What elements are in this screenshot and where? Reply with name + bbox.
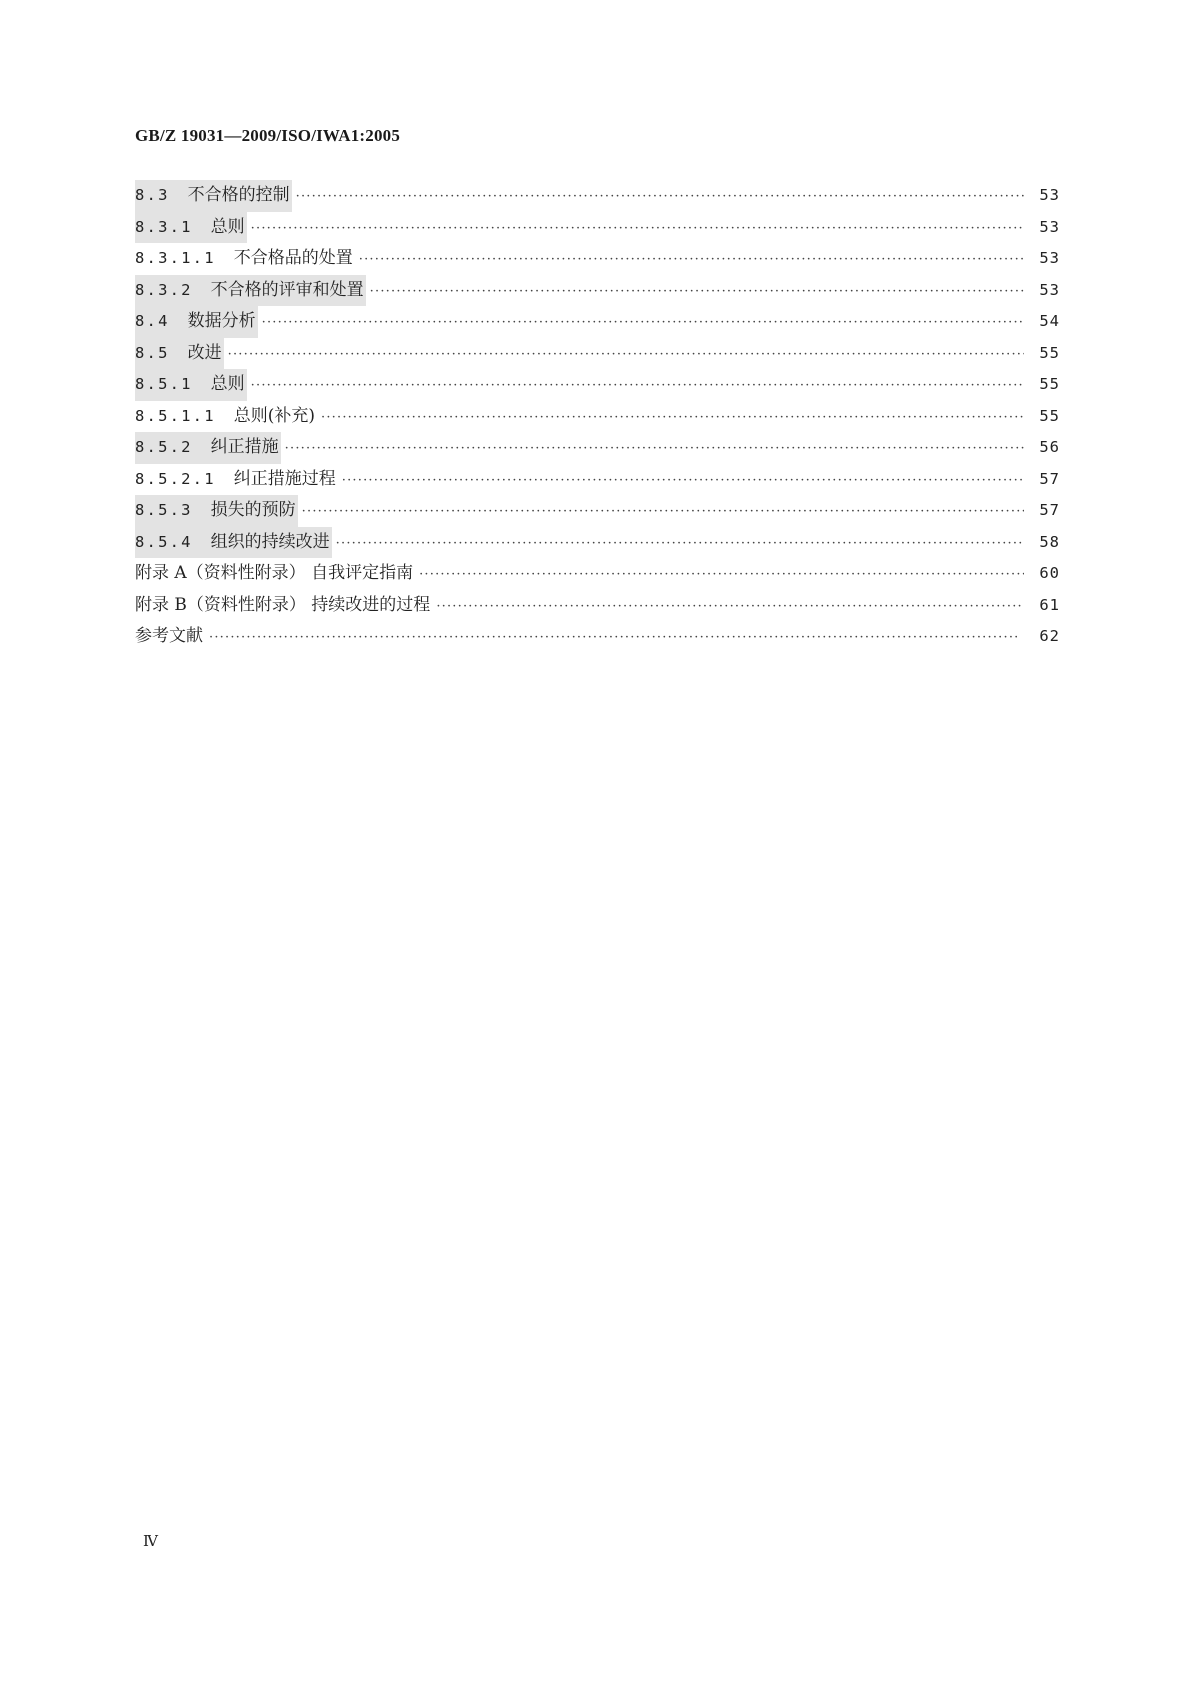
toc-entry[interactable] xyxy=(135,432,1060,464)
toc-dot-leader xyxy=(419,559,1024,591)
toc-dot-leader xyxy=(359,244,1024,276)
toc-entry-title xyxy=(135,464,338,496)
toc-entry-page: 58 xyxy=(1039,532,1060,551)
toc-dot-leader xyxy=(228,339,1024,371)
toc-entry-number: 8.5 xyxy=(135,343,170,362)
toc-entry-title xyxy=(135,243,355,275)
toc-entry-number: 8.5.2.1 xyxy=(135,469,216,488)
toc-entry-number: 8.5.2 xyxy=(135,438,193,456)
toc-entry-text: 不合格的评审和处置 xyxy=(210,279,364,300)
toc-entry[interactable] xyxy=(135,495,1060,527)
toc-entry-page: 54 xyxy=(1039,312,1060,330)
toc-entry-page: 62 xyxy=(1039,627,1060,645)
toc-dot-leader xyxy=(251,213,1024,245)
toc-entry[interactable] xyxy=(135,306,1060,338)
toc-entry-number: 8.5.4 xyxy=(135,532,193,551)
toc-entry-title xyxy=(135,275,366,307)
toc-entry-page: 53 xyxy=(1039,217,1060,236)
toc-entry-title xyxy=(135,180,292,212)
toc-entry[interactable] xyxy=(135,464,1060,496)
toc-dot-leader xyxy=(321,402,1024,434)
toc-dot-leader xyxy=(336,528,1024,560)
toc-entry-page: 57 xyxy=(1039,501,1060,519)
toc-entry-title xyxy=(135,621,205,653)
toc-entry-text: 不合格的控制 xyxy=(187,185,290,205)
toc-entry-page: 53 xyxy=(1039,249,1060,267)
toc-entry-page: 53 xyxy=(1039,186,1060,204)
toc-entry[interactable] xyxy=(135,212,1060,244)
toc-entry-text: 损失的预防 xyxy=(210,500,296,520)
toc-entry[interactable] xyxy=(135,527,1060,559)
toc-entry-page: 55 xyxy=(1039,375,1060,393)
toc-entry-text: 组织的持续改进 xyxy=(210,531,330,552)
toc-entry[interactable] xyxy=(135,590,1060,622)
toc-entry-number: 8.3 xyxy=(135,186,170,204)
toc-entry-number: 8.3.2 xyxy=(135,280,193,299)
toc-entry-page: 61 xyxy=(1039,595,1060,614)
toc-entry-title xyxy=(135,558,415,590)
toc-entry[interactable] xyxy=(135,558,1060,590)
toc-dot-leader xyxy=(436,591,1024,623)
toc-entry-page: 55 xyxy=(1039,406,1060,425)
toc-entry-page: 56 xyxy=(1039,438,1060,456)
page-number: Ⅳ xyxy=(143,1534,158,1550)
toc-entry-text: 纠正措施过程 xyxy=(233,468,336,489)
toc-dot-leader xyxy=(370,276,1024,308)
toc-entry-number: 8.4 xyxy=(135,312,170,330)
toc-entry-text: 附录 A（资料性附录） 自我评定指南 xyxy=(135,563,414,583)
toc-entry-title xyxy=(135,338,224,370)
toc-entry-text: 纠正措施 xyxy=(210,437,279,457)
toc-entry-number: 8.5.1.1 xyxy=(135,406,216,425)
toc-dot-leader xyxy=(251,370,1024,402)
toc-dot-leader xyxy=(302,496,1024,528)
table-of-contents xyxy=(135,180,1060,653)
toc-entry-number: 8.5.3 xyxy=(135,501,193,519)
toc-dot-leader xyxy=(285,433,1024,465)
toc-entry-title xyxy=(135,212,247,244)
toc-entry-text: 总则 xyxy=(210,216,245,237)
toc-entry-text: 总则 xyxy=(210,374,245,394)
toc-entry[interactable] xyxy=(135,401,1060,433)
toc-entry[interactable] xyxy=(135,621,1060,653)
toc-entry-text: 改进 xyxy=(187,342,222,363)
toc-entry-number: 8.5.1 xyxy=(135,375,193,393)
toc-dot-leader xyxy=(262,307,1024,339)
toc-entry-page: 57 xyxy=(1039,469,1060,488)
toc-entry-page: 55 xyxy=(1039,343,1060,362)
toc-entry-number: 8.3.1.1 xyxy=(135,249,216,267)
toc-entry[interactable] xyxy=(135,369,1060,401)
toc-dot-leader xyxy=(209,622,1024,654)
toc-entry-number: 8.3.1 xyxy=(135,217,193,236)
toc-entry-text: 不合格品的处置 xyxy=(233,248,353,268)
toc-dot-leader xyxy=(296,181,1024,213)
toc-entry[interactable] xyxy=(135,338,1060,370)
toc-entry-title xyxy=(135,495,298,527)
toc-entry-title xyxy=(135,432,281,464)
standard-id-header: GB/Z 19031—2009/ISO/IWA1:2005 xyxy=(135,126,401,145)
toc-dot-leader xyxy=(342,465,1024,497)
toc-entry-title xyxy=(135,369,247,401)
toc-entry-title xyxy=(135,527,332,559)
toc-entry[interactable] xyxy=(135,275,1060,307)
toc-entry-title xyxy=(135,590,432,622)
toc-entry[interactable] xyxy=(135,243,1060,275)
toc-entry-text: 参考文献 xyxy=(135,626,203,646)
toc-entry-title xyxy=(135,401,317,433)
toc-entry[interactable] xyxy=(135,180,1060,212)
toc-entry-title xyxy=(135,306,258,338)
toc-entry-page: 60 xyxy=(1039,564,1060,582)
toc-entry-text: 总则(补充) xyxy=(233,405,315,426)
toc-entry-text: 数据分析 xyxy=(187,311,256,331)
toc-entry-page: 53 xyxy=(1039,280,1060,299)
toc-entry-text: 附录 B（资料性附录） 持续改进的过程 xyxy=(135,594,431,615)
